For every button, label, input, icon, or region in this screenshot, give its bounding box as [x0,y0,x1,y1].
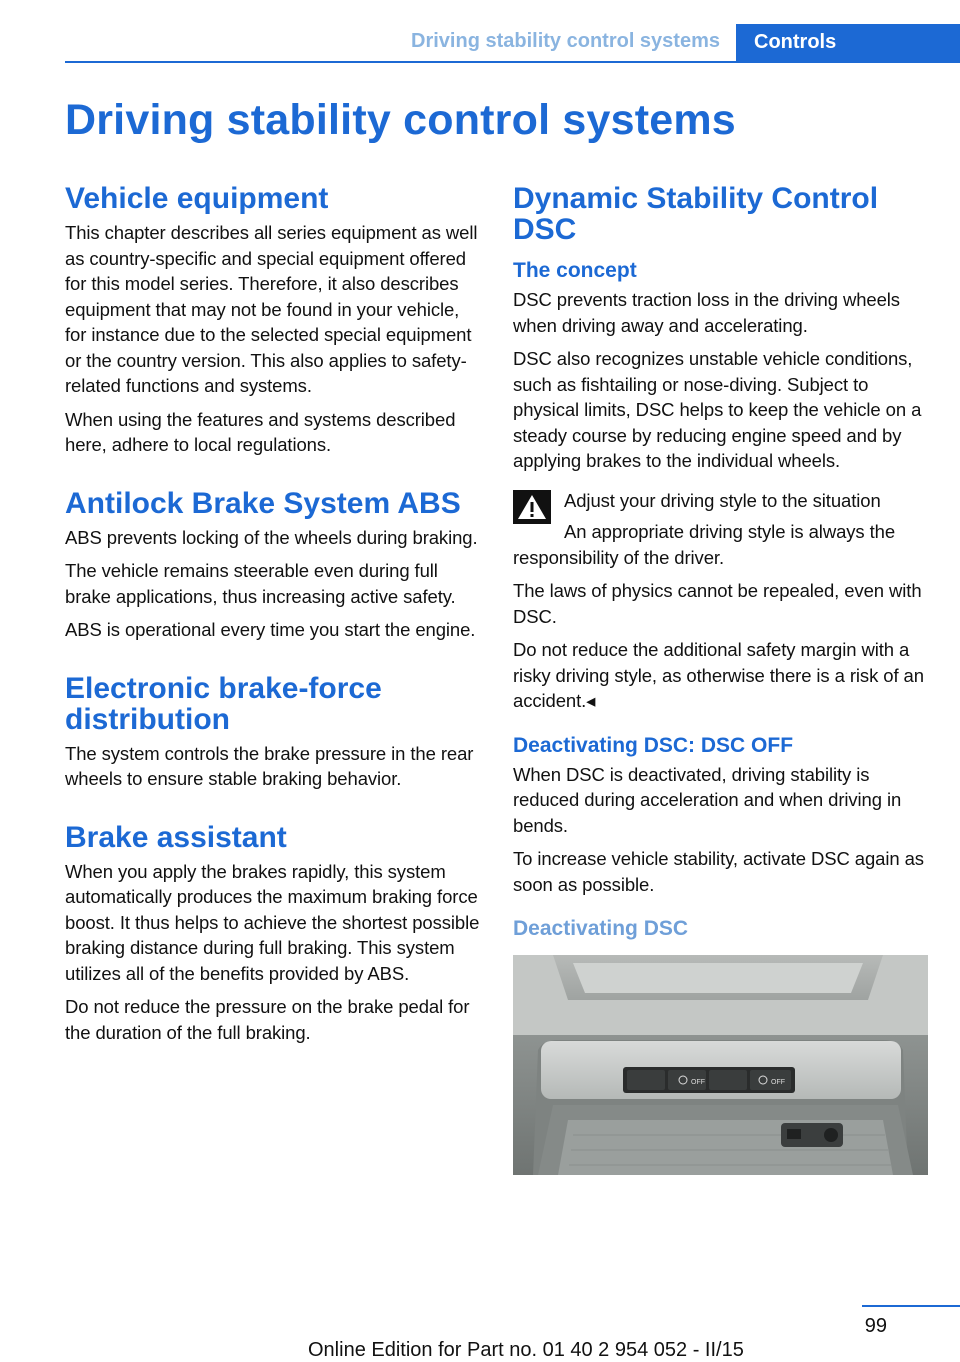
heading-the-concept: The concept [513,259,637,282]
paragraph: The laws of physics cannot be repealed, even with DSC. [513,580,922,627]
heading-ebd: Electronic brake-force distribution [65,671,382,736]
running-header-chapter: Controls [736,24,960,63]
page-number: 99 [864,1315,887,1337]
left-column [65,183,483,1053]
right-column [513,183,931,1175]
running-header-section: Driving stability control systems [411,30,720,52]
header-rule [65,61,960,63]
paragraph: When using the features and systems described here, adhere to local regulations. [65,408,456,455]
footer-edition: Online Edition for Part no. 01 40 2 954 052 - II/15 [308,1339,744,1361]
warning-triangle-icon [513,490,551,524]
paragraph: DSC prevents traction loss in the driving wheels when driving away and accelerating. [513,289,900,336]
warning-title: Adjust your driving style to the situation [564,489,881,511]
paragraph: ABS prevents locking of the wheels during braking. [65,526,478,548]
heading-dsc: Dynamic Stability Control DSC [513,182,879,246]
button-off-label: OFF [771,1079,785,1086]
heading-vehicle-equipment: Vehicle equipment [65,182,329,215]
paragraph: Do not reduce the pressure on the brake pedal for the duration of the full braking. [65,996,470,1043]
warning-note [513,488,931,714]
heading-brake-assistant: Brake assistant [65,820,287,854]
page-title: Driving stability control systems [65,96,736,144]
warning-text: An appropriate driving style is always the responsibility of the driver. [513,521,896,568]
heading-deactivating-dsc-off: Deactivating DSC: DSC OFF [513,733,794,757]
paragraph: The vehicle remains steerable even during full brake applications, thus increasing active safety. [65,560,456,607]
warning-paragraph [513,519,931,570]
paragraph: DSC also recognizes unstable vehicle conditions, such as fishtailing or nose-diving. Subject to physical limits, DSC helps to keep the vehicle on a steady course by reducing engine speed and by applying brakes to the individual wheels. [513,348,922,471]
dsc-button-photo [513,955,928,1175]
paragraph: To increase vehicle stability, activate DSC again as soon as possible. [513,848,924,895]
paragraph: Do not reduce the additional safety margin with a risky driving style, as otherwise there is a risk of an accident.◂ [513,639,924,711]
paragraph: This chapter describes all series equipment as well as country-specific and special equipment offered for this model series. Therefore, it also describes equipment that may not be found in your vehicle, for instance due to the selected special equipment or the country version. This also applies to safety-related functions and systems. [65,222,478,396]
heading-abs: Antilock Brake System ABS [65,486,461,520]
paragraph: The system controls the brake pressure in the rear wheels to ensure stable braking behavior. [65,742,474,789]
button-off-label: OFF [691,1079,705,1086]
paragraph: When DSC is deactivated, driving stability is reduced during acceleration and when driving in bends. [513,763,902,836]
center-console-illustration [513,955,928,1175]
footer-rule [862,1305,960,1307]
heading-deactivating-dsc: Deactivating DSC [513,917,689,940]
paragraph: ABS is operational every time you start the engine. [65,619,476,640]
paragraph: When you apply the brakes rapidly, this system automatically produces the maximum braking force boost. It thus helps to achieve the shortest possible braking distance during full braking. This system utilizes all of the benefits provided by ABS. [65,860,480,984]
